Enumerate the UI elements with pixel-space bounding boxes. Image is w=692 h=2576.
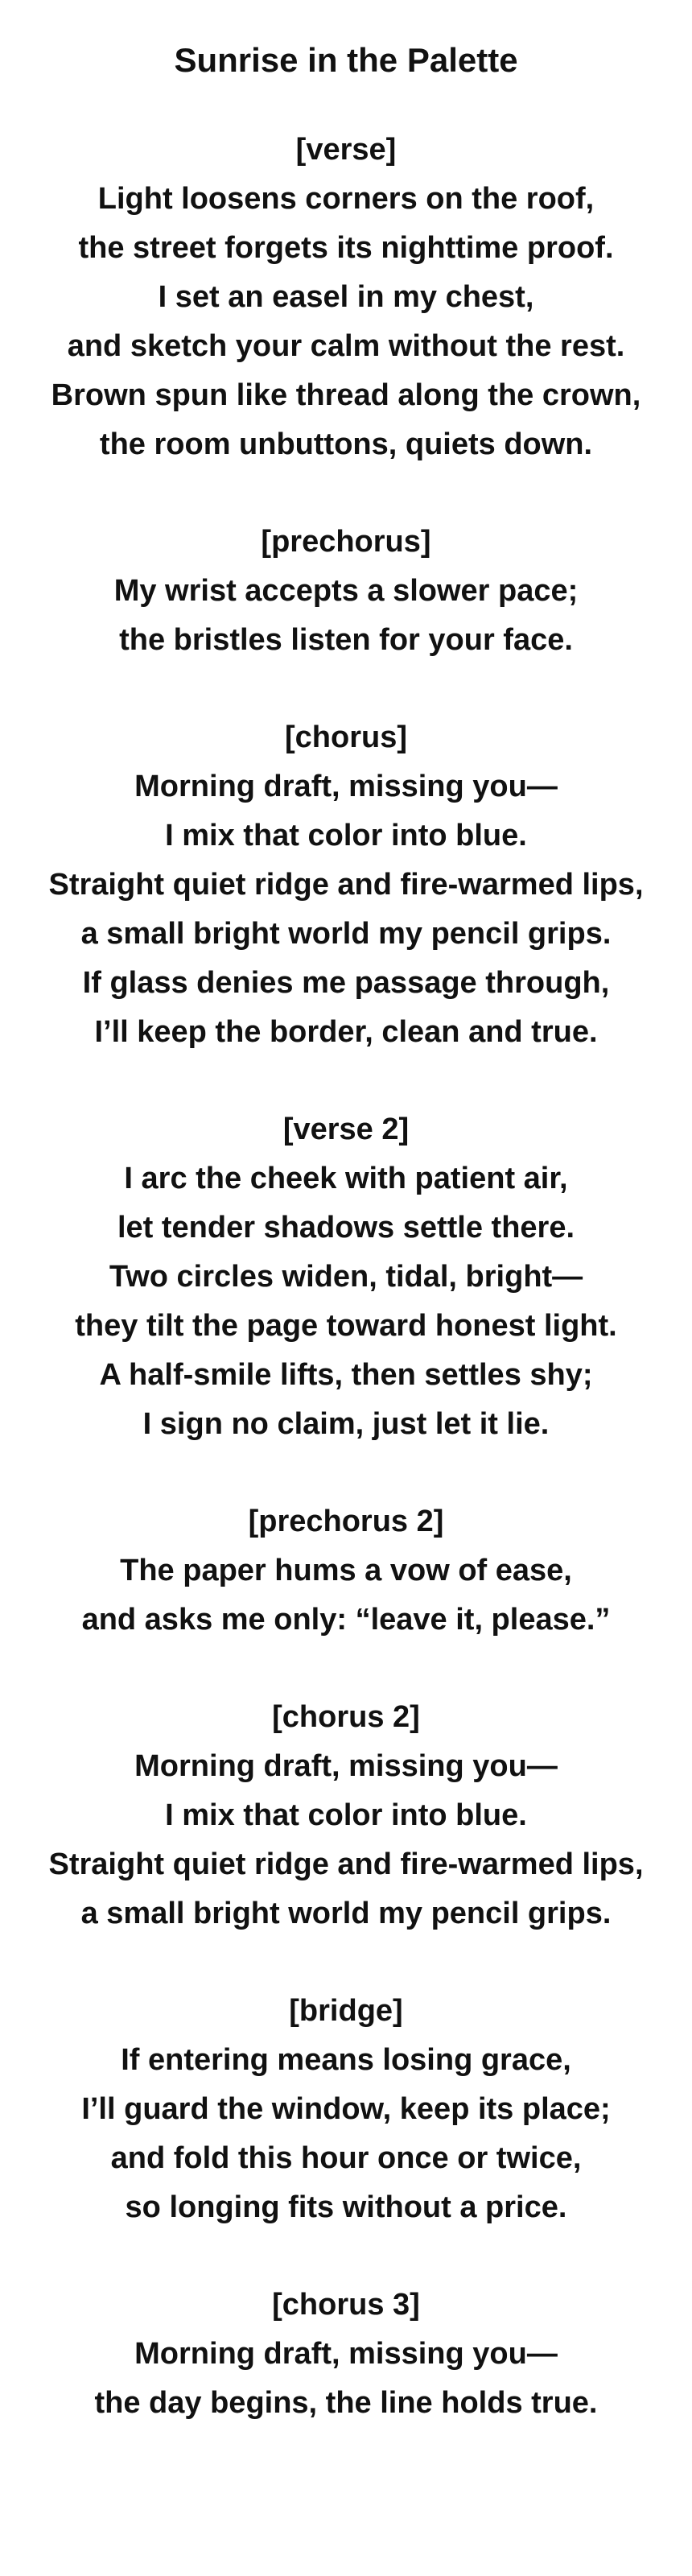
lyric-line: I set an easel in my chest, <box>158 280 534 314</box>
section-label: [chorus] <box>285 720 407 754</box>
lyric-line: The paper hums a vow of ease, <box>120 1554 572 1587</box>
section-label: [verse] <box>295 133 397 167</box>
lyric-line: Two circles widen, tidal, bright— <box>109 1260 583 1294</box>
section-label: [bridge] <box>289 1994 403 2028</box>
lyric-line: Straight quiet ridge and fire-warmed lips, <box>48 868 644 902</box>
section-label: [chorus 3] <box>272 2288 420 2322</box>
lyric-line: and asks me only: “leave it, please.” <box>81 1603 611 1637</box>
lyric-line: Straight quiet ridge and fire-warmed lips, <box>48 1847 644 1881</box>
lyric-line: they tilt the page toward honest light. <box>75 1309 617 1343</box>
lyric-line: Morning draft, missing you— <box>134 2337 558 2371</box>
lyric-line: the day begins, the line holds true. <box>94 2386 598 2420</box>
song-title: Sunrise in the Palette <box>174 41 518 79</box>
lyric-line: the room unbuttons, quiets down. <box>99 427 593 461</box>
section-label: [prechorus] <box>261 525 431 559</box>
lyric-line: Morning draft, missing you— <box>134 770 558 803</box>
lyrics-section <box>0 1693 692 1938</box>
lyric-line: If glass denies me passage through, <box>82 966 610 1000</box>
lyrics-section <box>0 126 692 469</box>
lyric-line: and fold this hour once or twice, <box>110 2141 582 2175</box>
lyric-line: the bristles listen for your face. <box>119 623 573 657</box>
lyric-line: let tender shadows settle there. <box>117 1211 575 1245</box>
section-label: [verse 2] <box>282 1113 410 1146</box>
lyric-line: Morning draft, missing you— <box>134 1749 558 1783</box>
lyrics-section <box>0 1987 692 2232</box>
lyric-line: so longing fits without a price. <box>125 2190 567 2224</box>
lyric-line: I mix that color into blue. <box>165 1798 527 1832</box>
lyric-line: My wrist accepts a slower pace; <box>113 574 579 608</box>
lyric-line: and sketch your calm without the rest. <box>67 329 625 363</box>
lyrics-section <box>0 713 692 1057</box>
lyrics-section <box>0 518 692 665</box>
lyric-line: a small bright world my pencil grips. <box>80 1897 612 1930</box>
lyric-line: A half-smile lifts, then settles shy; <box>99 1358 593 1392</box>
lyric-line: Light loosens corners on the roof, <box>97 182 595 216</box>
section-label: [prechorus 2] <box>248 1505 444 1538</box>
lyric-line: If entering means losing grace, <box>121 2043 571 2077</box>
lyric-line: I arc the cheek with patient air, <box>124 1162 568 1195</box>
section-label: [chorus 2] <box>272 1700 420 1734</box>
lyric-line: I mix that color into blue. <box>165 819 527 852</box>
lyrics-section <box>0 2281 692 2428</box>
lyric-line: Brown spun like thread along the crown, <box>51 378 641 412</box>
lyric-line: I’ll keep the border, clean and true. <box>94 1015 598 1049</box>
lyrics-sections <box>0 126 692 2428</box>
lyrics-section <box>0 1497 692 1645</box>
lyric-line: I sign no claim, just let it lie. <box>142 1407 550 1441</box>
lyrics-section <box>0 1105 692 1449</box>
lyric-line: a small bright world my pencil grips. <box>80 917 612 951</box>
lyric-line: the street forgets its nighttime proof. <box>78 231 614 265</box>
lyric-line: I’ll guard the window, keep its place; <box>81 2092 611 2126</box>
